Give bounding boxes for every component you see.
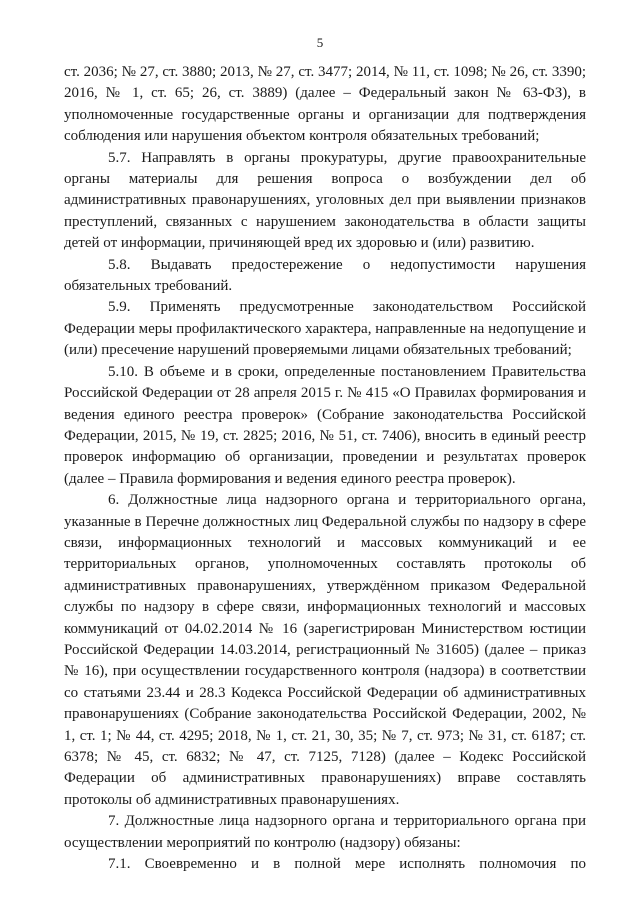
- paragraph-5-8: 5.8. Выдавать предостережение о недопустимости нарушения обязательных требований.: [64, 256, 586, 295]
- paragraph-7-1: 7.1. Своевременно и в полной мере исполнять полномочия по: [108, 856, 586, 873]
- paragraph-continuation: ст. 2036; № 27, ст. 3880; 2013, № 27, ст. 3477; 2014, № 11, ст. 1098; № 26, ст. 3390; 2016, № 1, ст. 65; 26, ст. 3889) (далее – Федеральный закон № 63-ФЗ), в уполномоченные государственные органы и организации для подтверждения соблюдения или нарушения объектом контроля обязательных требований;: [64, 64, 586, 145]
- paragraph-5-9: 5.9. Применять предусмотренные законодательством Российской Федерации меры профилактического характера, направленные на недопущение и (или) пресечение нарушений проверяемыми лицами обязательных требований;: [64, 299, 586, 359]
- paragraph-5-7: 5.7. Направлять в органы прокуратуры, другие правоохранительные органы материалы для решения вопроса о возбуждении дел об административных правонарушениях, уголовных дел при выявлении признаков преступлений, связанных с нарушением законодательства в области защиты детей от информации, причиняющей вред их здоровью и (или) развитию.: [64, 149, 586, 252]
- paragraph-7: 7. Должностные лица надзорного органа и территориального органа при осуществлении мероприятий по контролю (надзору) обязаны:: [64, 813, 586, 851]
- page-number: 5: [316, 35, 324, 50]
- paragraph-6: 6. Должностные лица надзорного органа и территориального органа, указанные в Перечне должностных лиц Федеральной службы по надзору в сфере связи, информационных технологий и массовых коммуникаций и ее территориальных органов, уполномоченных составлять протоколы об административных правонарушениях, утверждённом приказом Федеральной службы по надзору в сфере связи, информационных технологий и массовых коммуникаций от 04.02.2014 № 16 (зарегистрирован Министерством юстиции Российской Федерации 14.03.2014, регистрационный № 31605) (далее – приказ № 16), при осуществлении государственного контроля (надзора) в соответствии со статьями 23.44 и 28.3 Кодекса Российской Федерации об административных правонарушениях (Собрание законодательства Российской Федерации, 2002, № 1, ст. 1; № 44, ст. 4295; 2018, № 1, ст. 21, 30, 35; № 7, ст. 973; № 31, ст. 6187; ст. 6378; № 45, ст. 6832; № 47, ст. 7125, 7128) (далее – Кодекс Российской Федерации об административных правонарушениях) вправе составлять протоколы об административных правонарушениях.: [64, 492, 586, 808]
- paragraph-5-10: 5.10. В объеме и в сроки, определенные постановлением Правительства Российской Федерации от 28 апреля 2015 г. № 415 «О Правилах формирования и ведения единого реестра проверок» (Собрание законодательства Российской Федерации, 2015, № 19, ст. 2825; 2016, № 51, ст. 7406), вносить в единый реестр проверок информацию об организации, проведении и результатах проверок (далее – Правила формирования и ведения единого реестра проверок).: [64, 363, 586, 487]
- document-body: [64, 62, 586, 875]
